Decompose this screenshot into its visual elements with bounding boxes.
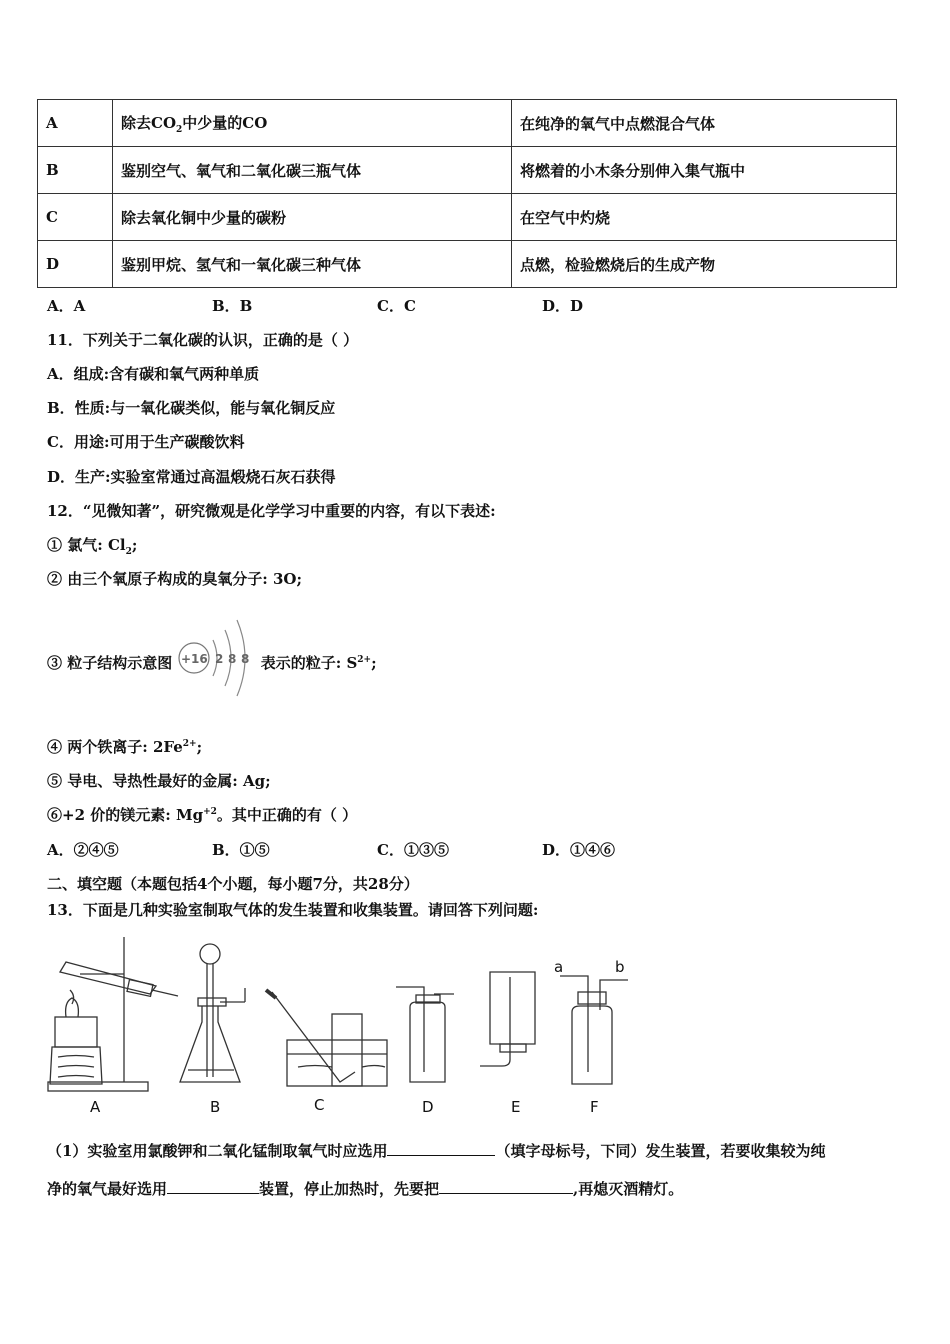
q12-statement-3: ③ 粒子结构示意图 +16 2 8 8 表示的粒子: $S^{2+}$; [47, 652, 377, 674]
fig-label-d: D [422, 1098, 434, 1116]
answer-blank-1[interactable] [387, 1141, 495, 1156]
lab-apparatus-figure [40, 932, 650, 1122]
q11-option-a[interactable]: A．组成:含有碳和氧气两种单质 [47, 365, 260, 383]
fig-label-tube-b: b [615, 958, 625, 976]
row-purpose: 鉴别甲烷、氢气和一氧化碳三种气体 [113, 241, 512, 288]
fig-label-tube-a: a [554, 958, 564, 976]
choice-b[interactable]: B．B [212, 297, 253, 315]
row-key: A [38, 100, 113, 147]
q12-statement-5: ⑤ 导电、导热性最好的金属: Ag; [47, 772, 271, 790]
q12-answer-choices [47, 839, 707, 860]
row-method: 在纯净的氧气中点燃混合气体 [512, 100, 897, 147]
row-key: B [38, 147, 113, 194]
q12-statement-2: ② 由三个氧原子构成的臭氧分子: 3O; [47, 570, 303, 588]
choice-c[interactable]: C．C [377, 297, 416, 315]
q11-option-c[interactable]: C．用途:可用于生产碳酸饮料 [47, 433, 245, 451]
table-row [38, 147, 897, 194]
choice-d[interactable]: D．D [542, 297, 584, 315]
shell-2-count: 8 [228, 652, 237, 666]
row-method: 在空气中灼烧 [512, 194, 897, 241]
q13-stem: 13．下面是几种实验室制取气体的发生装置和收集装置。请回答下列问题: [47, 901, 539, 919]
q13-part1-line2: 净的氧气最好选用 装置，停止加热时，先要把 ,再熄灭酒精灯。 [47, 1180, 684, 1198]
table-row [38, 241, 897, 288]
q11-option-b[interactable]: B．性质:与一氧化碳类似，能与氧化铜反应 [47, 399, 336, 417]
table-row [38, 100, 897, 147]
q10-answer-choices [47, 295, 707, 316]
q11-option-d[interactable]: D．生产:实验室常通过高温煅烧石灰石获得 [47, 468, 336, 486]
q13-part1-line1: （1）实验室用氯酸钾和二氧化锰制取氧气时应选用 （填字母标号，下同）发生装置，若要收集较为纯 [47, 1142, 826, 1160]
row-key: C [38, 194, 113, 241]
section-heading: 二、填空题（本题包括4个小题，每小题7分，共28分） [47, 875, 419, 893]
fig-label-c: C [314, 1096, 325, 1114]
fig-label-e: E [511, 1098, 521, 1116]
q12-statement-6: ⑥+2 价的镁元素: $Mg^{+2}$。其中正确的有（ ） [47, 806, 358, 824]
answer-blank-2[interactable] [167, 1179, 259, 1194]
fig-label-a: A [90, 1098, 101, 1116]
table-row [38, 194, 897, 241]
atom-structure-diagram [177, 654, 255, 674]
shell-1-count: 2 [215, 652, 224, 666]
choice-a[interactable]: A．A [47, 297, 86, 315]
choice-b[interactable]: B．①⑤ [212, 841, 270, 859]
fig-label-f: F [590, 1098, 599, 1116]
row-purpose: 除去氧化铜中少量的碳粉 [113, 194, 512, 241]
q11-stem: 11．下列关于二氧化碳的认识，正确的是（ ） [47, 331, 359, 349]
row-method: 点燃，检验燃烧后的生成产物 [512, 241, 897, 288]
answer-blank-3[interactable] [439, 1179, 573, 1194]
choice-c[interactable]: C．①③⑤ [377, 841, 449, 859]
row-key: D [38, 241, 113, 288]
row-purpose: 鉴别空气、氧气和二氧化碳三瓶气体 [113, 147, 512, 194]
q12-statement-1: ① 氯气: $Cl_2$; [47, 536, 138, 557]
choice-a[interactable]: A．②④⑤ [47, 841, 119, 859]
shell-3-count: 8 [241, 652, 250, 666]
choice-d[interactable]: D．①④⑥ [542, 841, 616, 859]
q12-stem: 12．“见微知著”，研究微观是化学学习中重要的内容，有以下表述: [47, 502, 496, 520]
row-purpose: 除去$CO_2$中少量的CO [113, 100, 512, 147]
q12-statement-4: ④ 两个铁离子: $2Fe^{2+}$; [47, 738, 203, 756]
row-method: 将燃着的小木条分别伸入集气瓶中 [512, 147, 897, 194]
atom-nucleus-label: +16 [181, 652, 209, 666]
fig-label-b: B [210, 1098, 221, 1116]
options-table [37, 99, 897, 288]
